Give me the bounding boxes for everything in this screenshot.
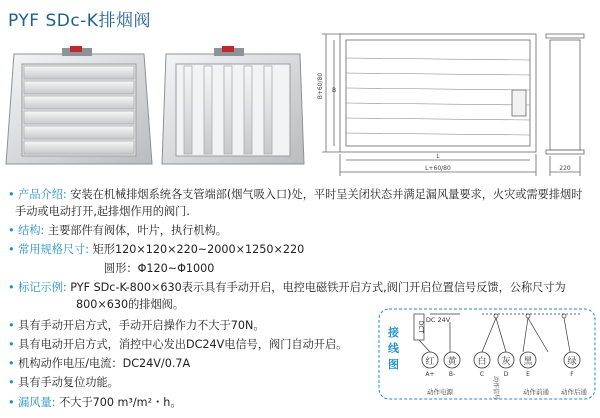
terminal-code: C — [479, 371, 485, 378]
terminal-code: D — [503, 371, 509, 378]
terminal-color: 黄 — [447, 357, 457, 367]
intro-label: 产品介绍: — [18, 188, 67, 201]
bullet-icon: • — [8, 357, 19, 370]
bullet-icon: • — [8, 319, 19, 332]
intro-text-2: 手动或电动打开,起排烟作用的阀门. — [15, 205, 190, 218]
feature-electric-open: 具有电动开启方式，消控中心发出DC24V电信号，阀门自动开启。 — [18, 338, 348, 351]
dim-depth: 220 — [559, 165, 571, 172]
after-label: 动作后通 — [561, 388, 587, 396]
product-photo-open — [158, 46, 308, 174]
dimension-drawing — [316, 26, 598, 182]
bullet-icon: • — [8, 281, 19, 294]
terminal-code: F — [570, 371, 574, 378]
wiring-title-3: 图 — [388, 358, 399, 371]
feature-reset: 具有手动复位功能。 — [18, 376, 119, 389]
product-photo-closed — [4, 46, 154, 174]
wiring-title-2: 线 — [388, 342, 399, 355]
size-rect: 矩形120×120×220~2000×1250×220 — [92, 243, 305, 256]
dim-b: B — [332, 87, 337, 94]
leak-label: 漏风量: — [18, 396, 56, 409]
feature-voltage: 机构动作电压/电流：DC24V/0.7A — [18, 357, 191, 370]
feature-manual-open: 具有手动开启方式，手动开启操作力不大于70N。 — [18, 319, 265, 332]
terminal-code: B- — [448, 371, 456, 378]
dct-label: DCT — [417, 320, 424, 334]
bullet-icon: • — [8, 396, 19, 409]
signal-label: 动作信号 — [492, 375, 499, 400]
dc24v-label: DC 24V — [425, 316, 451, 324]
size-label: 常用规格尺寸: — [18, 243, 90, 256]
structure-text: 主要部件有阀体，叶片，执行机构。 — [47, 224, 227, 237]
example-text: PYF SDc-K-800×630表示具有手动开启，电控电磁铁开启方式,阀门开启位置信号反馈，公称尺寸为 — [70, 281, 566, 294]
terminal-code: A+ — [425, 371, 435, 378]
dim-height: B+60/80 — [317, 72, 324, 100]
terminal-code: E — [526, 371, 530, 378]
wiring-title-1: 接 — [388, 326, 399, 339]
terminal-color: 黑 — [523, 357, 533, 367]
bullet-icon: • — [8, 338, 19, 351]
size-round: 圆形：Φ120~Φ1000 — [104, 262, 215, 275]
intro-text: 安装在机械排烟系统各支管端部(烟气吸入口)处，平时呈关闭状态并满足漏风量要求，火灾或需要排烟时 — [70, 188, 583, 201]
wiring-diagram — [378, 308, 596, 400]
leak-text: 不大于700 m³/m²・h。 — [59, 396, 182, 409]
bullet-icon: • — [8, 224, 19, 237]
terminal-color: 红 — [425, 357, 435, 367]
structure-label: 结构: — [18, 224, 45, 237]
terminal-color: 白 — [477, 357, 487, 367]
terminal-color: 绿 — [567, 357, 577, 367]
bullet-icon: • — [8, 243, 19, 256]
dim-l-inner: L — [436, 153, 440, 160]
bullet-icon: • — [8, 188, 19, 201]
dim-l-outer: L+60/80 — [425, 165, 451, 172]
page-title: PYF SDc-K排烟阀 — [8, 11, 151, 31]
power-label: 动作电源 — [427, 388, 453, 396]
before-label: 动作前通 — [523, 388, 549, 396]
bullet-icon: • — [8, 376, 19, 389]
example-label: 标记示例: — [18, 281, 67, 294]
example-text-2: 800×630的排烟阀。 — [76, 298, 185, 311]
terminal-color: 灰 — [501, 357, 511, 367]
